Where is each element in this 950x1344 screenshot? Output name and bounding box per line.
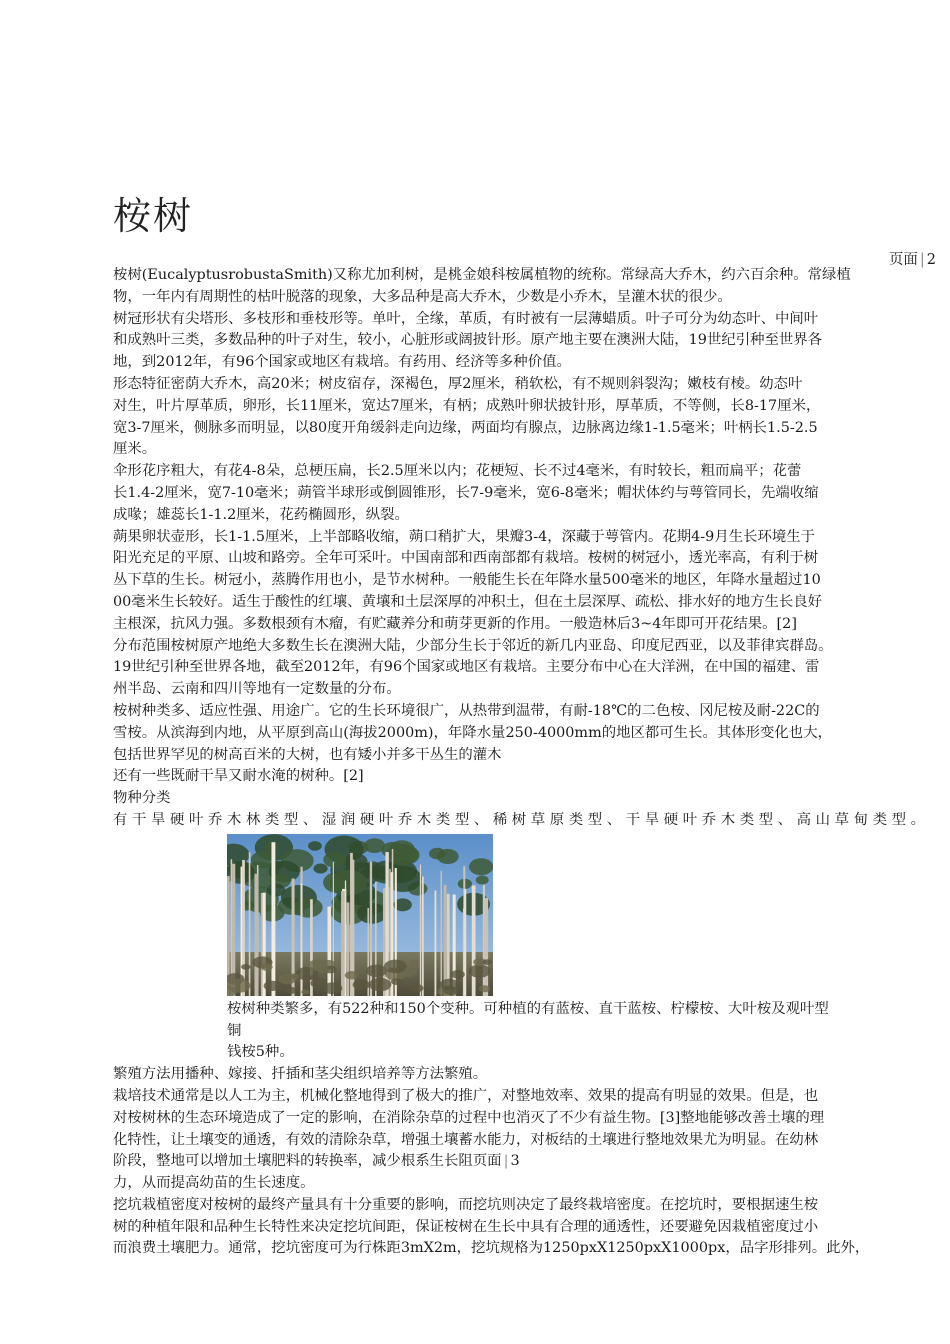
section-heading: 物种分类 <box>113 790 171 807</box>
paragraph-line: 化特性，让土壤变的通透，有效的清除杂草，增强土壤蓄水能力，对板结的土壤进行整地效果尤为明显。在幼林 <box>113 1131 819 1148</box>
page-number: 页面 | 3 <box>472 1153 520 1170</box>
paragraph-line: 和成熟叶三类，多数品种的叶子对生，较小，心脏形或阔披针形。原产地主要在澳洲大陆，19世纪引种至世界各 <box>113 332 823 349</box>
paragraph-line: 对生，叶片厚革质，卵形，长11厘米，宽达7厘米，有柄；成熟叶卵状披针形，厚革质，不等侧，长8-17厘米， <box>113 397 821 414</box>
body-text <box>113 265 948 1260</box>
paragraph-line: 伞形花序粗大，有花4-8朵，总梗压扁，长2.5厘米以内；花梗短、长不过4毫米，有时较长，粗而扁平；花蕾 <box>113 463 802 480</box>
paragraph-line: 阶段，整地可以增加土壤肥料的转换率，减少根系生长阻页面 | 3 <box>113 1153 520 1170</box>
paragraph-line: 有干旱硬叶乔木林类型、湿润硬叶乔木类型、稀树草原类型、干旱硬叶乔木类型、高山草甸类型。 <box>113 811 930 828</box>
paragraph-line: 宽3-7厘米，侧脉多而明显，以80度开角缓斜走向边缘，两面均有腺点，边脉离边缘1-1.5毫米；叶柄长1.5-2.5 <box>113 419 818 436</box>
paragraph-line: 厘米。 <box>113 441 157 458</box>
paragraph-line: 而浪费土壤肥力。通常，挖坑密度可为行株距3mX2m，挖坑规格为1250pxX1250pxX1000px，品字形排列。此外， <box>113 1240 870 1257</box>
paragraph-line: 成喙；雄蕊长1-1.2厘米，花药椭圆形，纵裂。 <box>113 506 409 523</box>
paragraph-line: 阳光充足的平原、山坡和路旁。全年可采叶。中国南部和西南部都有栽培。桉树的树冠小，透光率高，有利于树 <box>113 550 819 567</box>
paragraph-line: 桉树种类多、适应性强、用途广。它的生长环境很广，从热带到温带，有耐-18℃的二色桉、冈尼桉及耐-22C的 <box>113 702 820 719</box>
figure-caption: 桉树种类繁多，有522种和150个变种。可种植的有蓝桉、直干蓝桉、柠檬桉、大叶桉及观叶型 <box>227 1000 829 1017</box>
paragraph-line: 树冠形状有尖塔形、多枝形和垂枝形等。单叶，全缘，革质，有时被有一层薄蜡质。叶子可分为幼态叶、中间叶 <box>113 310 819 327</box>
paragraph-line: 对桉树林的生态环境造成了一定的影响，在消除杂草的过程中也消灭了不少有益生物。[3]整地能够改善土壤的理 <box>113 1109 825 1126</box>
paragraph-line: 雪桉。从滨海到内地，从平原到高山(海拔2000m)，年降水量250-4000mm的地区都可生长。其体形变化也大， <box>113 724 832 741</box>
paragraph-line: 物，一年内有周期性的枯叶脱落的现象，大多品种是高大乔木，少数是小乔木，呈灌木状的很少。 <box>113 288 732 305</box>
paragraph-line: 分布范围桉树原产地绝大多数生长在澳洲大陆，少部分生长于邻近的新几内亚岛、印度尼西亚，以及菲律宾群岛。 <box>113 637 833 654</box>
paragraph-line: 地，到2012年，有96个国家或地区有栽培。有药用、经济等多种价值。 <box>113 354 571 371</box>
figure-caption: 钱桉5种。 <box>227 1044 294 1061</box>
paragraph-line: 繁殖方法用播种、嫁接、扦插和茎尖组织培养等方法繁殖。 <box>113 1066 488 1083</box>
figure-caption: 铜 <box>227 1022 242 1039</box>
paragraph-line: 栽培技术通常是以人工为主，机械化整地得到了极大的推广，对整地效率、效果的提高有明显的效果。但是，也 <box>113 1087 819 1104</box>
paragraph-line: 主根深，抗风力强。多数根颈有木瘤，有贮藏养分和萌芽更新的作用。一般造林后3~4年即可开花结果。[2] <box>113 615 797 632</box>
paragraph-line: 00毫米生长较好。适生于酸性的红壤、黄壤和土层深厚的冲积土，但在土层深厚、疏松、排水好的地方生长良好 <box>113 593 823 610</box>
paragraph-line: 还有一些既耐干旱又耐水淹的树种。[2] <box>113 768 364 785</box>
paragraph-line: 树的种植年限和品种生长特性来决定挖坑间距，保证桉树在生长中具有合理的通透性，还要避免因栽植密度过小 <box>113 1218 819 1235</box>
paragraph-line: 包括世界罕见的树高百米的大树，也有矮小并多干丛生的灌木 <box>113 746 502 763</box>
paragraph-line: 挖坑栽植密度对桉树的最终产量具有十分重要的影响，而挖坑则决定了最终栽培密度。在挖坑时，要根据速生桉 <box>113 1196 819 1213</box>
eucalyptus-forest-photo <box>227 834 493 996</box>
paragraph-line: 长1.4-2厘米，宽7-10毫米；蒴管半球形或倒圆锥形，长7-9毫米，宽6-8毫米；帽状体约与萼管同长，先端收缩 <box>113 484 819 501</box>
paragraph-line: 力，从而提高幼苗的生长速度。 <box>113 1175 315 1192</box>
page-number: 页面 | 2 <box>888 252 936 268</box>
forest-image <box>227 834 493 996</box>
paragraph-line: 桉树(EucalyptusrobustaSmith)又称尤加利树，是桃金娘科桉属植物的统称。常绿高大乔木，约六百余种。常绿植 <box>113 267 851 283</box>
paragraph-line: 19世纪引种至世界各地，截至2012年，有96个国家或地区有栽培。主要分布中心在大洋洲，在中国的福建、雷 <box>113 659 820 676</box>
paragraph-line: 丛下草的生长。树冠小，蒸腾作用也小，是节水树种。一般能生长在年降水量500毫米的地区，年降水量超过10 <box>113 572 821 589</box>
page-title: 桉树 <box>113 194 194 238</box>
paragraph-line: 州半岛、云南和四川等地有一定数量的分布。 <box>113 681 401 698</box>
paragraph-line: 形态特征密荫大乔木，高20米；树皮宿存，深褐色，厚2厘米，稍软松，有不规则斜裂沟；嫩枝有棱。幼态叶 <box>113 375 803 392</box>
paragraph-line: 蒴果卵状壶形，长1-1.5厘米，上半部略收缩，蒴口稍扩大，果瓣3-4，深藏于萼管内。花期4-9月生长环境生于 <box>113 528 816 545</box>
